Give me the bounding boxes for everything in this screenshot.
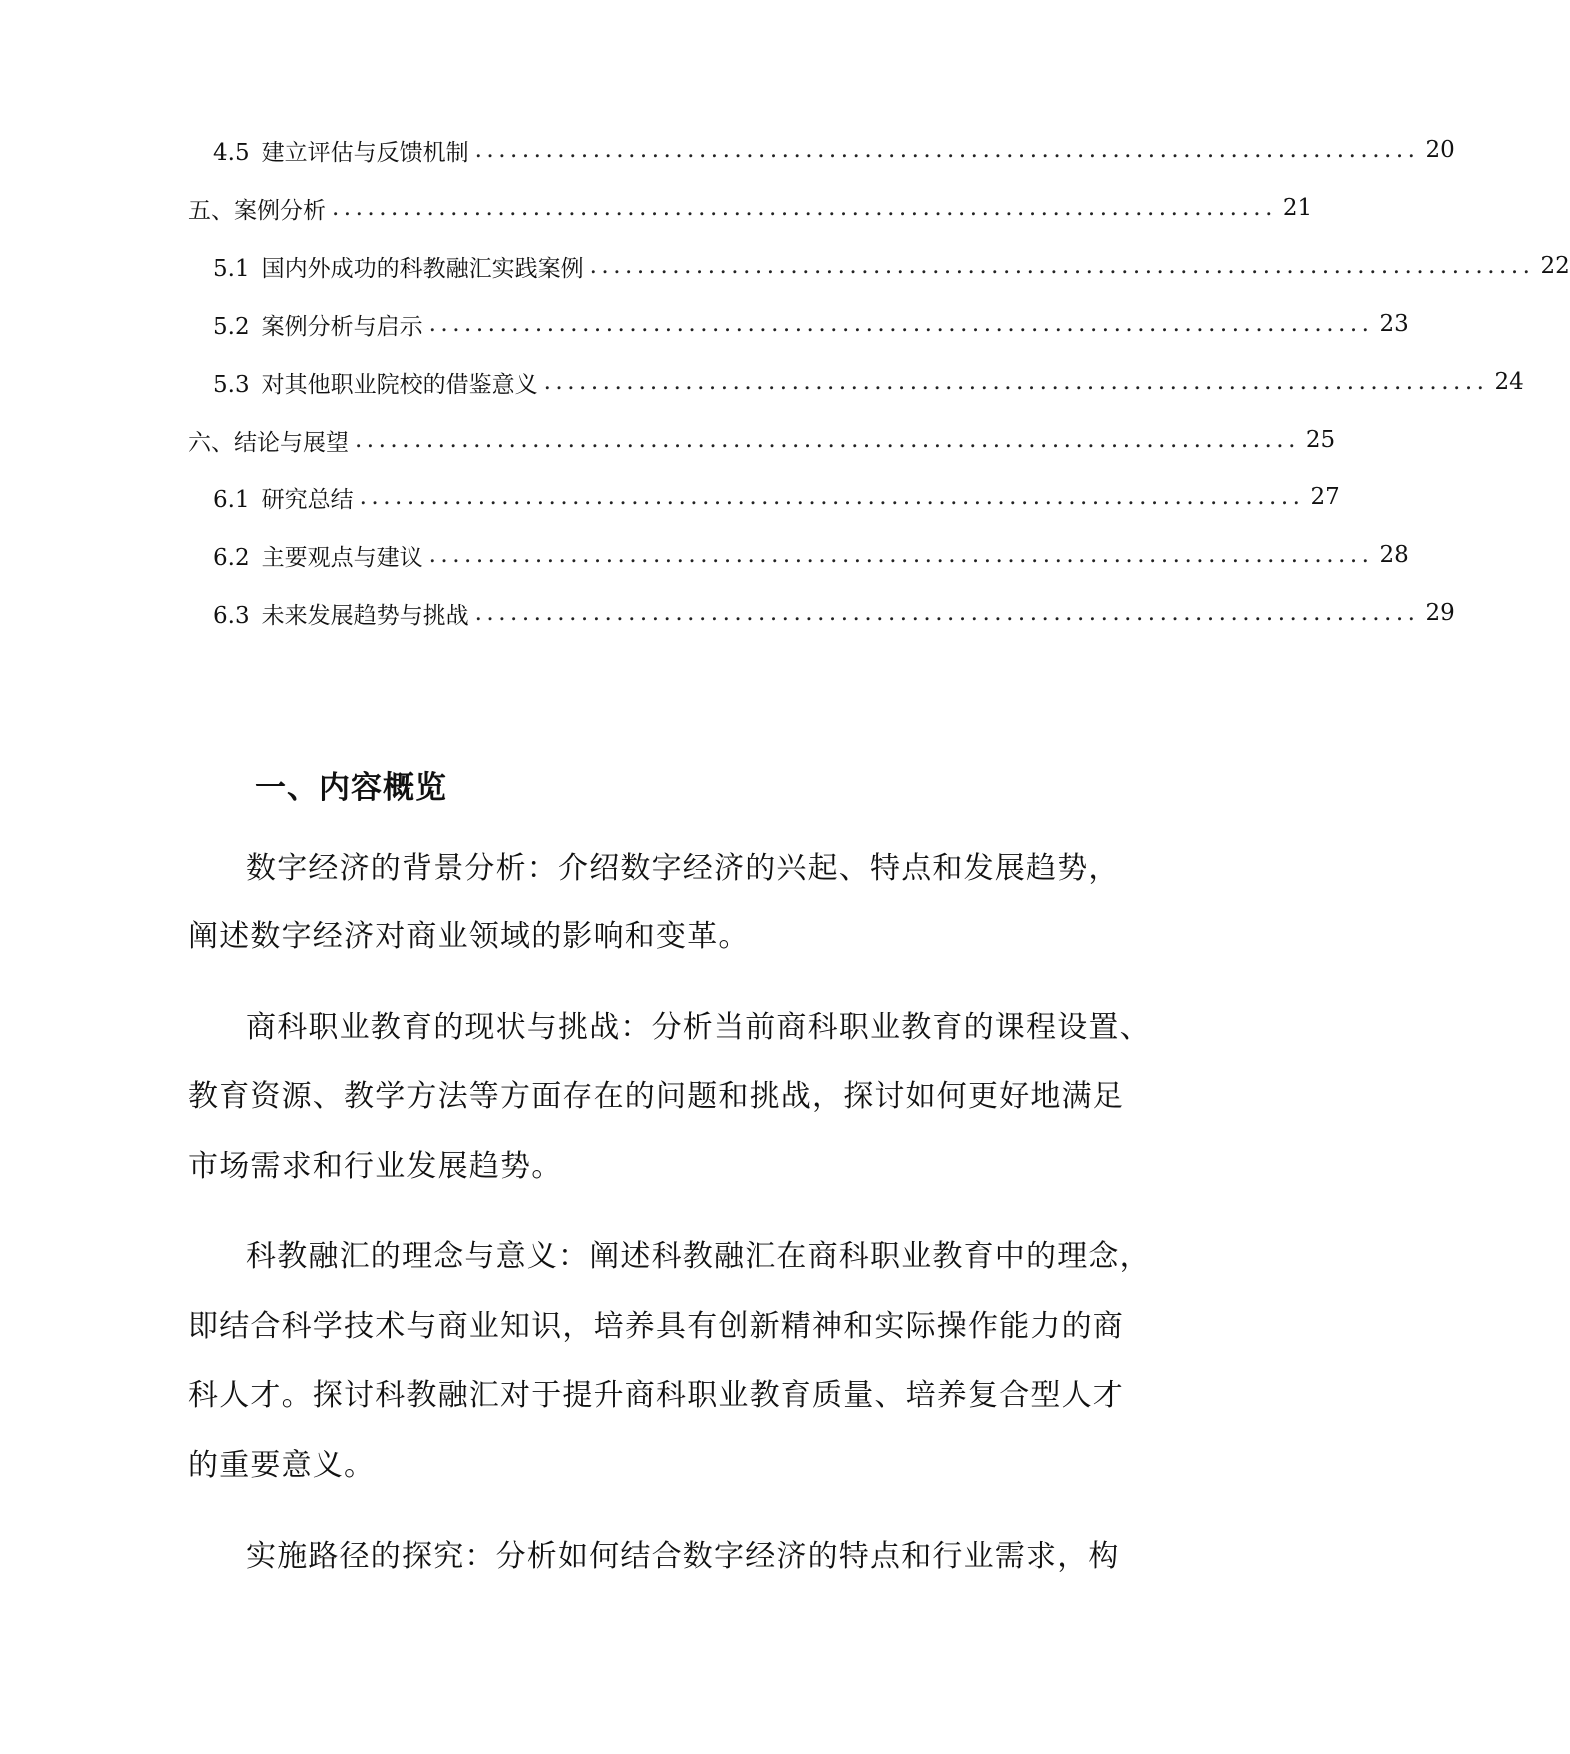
toc-page-number: 20	[1425, 137, 1455, 163]
dot-leader: ................................................................................	[359, 483, 1305, 510]
dot-leader: ................................................................................	[428, 541, 1374, 568]
toc-page-number: 24	[1494, 369, 1524, 395]
paragraph-line: 实施路径的探究：分析如何结合数字经济的特点和行业需求，构	[246, 1539, 1120, 1574]
paragraph-line: 商科职业教育的现状与挑战：分析当前商科职业教育的课程设置、	[246, 1010, 1151, 1045]
dot-leader: ................................................................................	[355, 426, 1300, 453]
toc-entry-label: 5.1 国内外成功的科教融汇实践案例	[213, 255, 584, 282]
toc-entry-chapter-5[interactable]	[188, 190, 1313, 226]
toc-page-number: 28	[1379, 542, 1409, 568]
toc-entry-label: 6.1 研究总结	[213, 486, 354, 513]
dot-leader: ................................................................................	[428, 310, 1374, 337]
paragraph-line: 科人才。探讨科教融汇对于提升商科职业教育质量、培养复合型人才	[188, 1378, 1124, 1413]
toc-page-number: 23	[1379, 311, 1409, 337]
section-heading: 一、内容概览	[255, 770, 447, 806]
dot-leader: ................................................................................	[543, 368, 1489, 395]
dot-leader: ................................................................................	[589, 252, 1535, 279]
dot-leader: ................................................................................	[474, 599, 1420, 626]
toc-page-number: 27	[1310, 484, 1340, 510]
paragraph-line: 市场需求和行业发展趋势。	[188, 1149, 563, 1184]
paragraph-line: 科教融汇的理念与意义：阐述科教融汇在商科职业教育中的理念，	[246, 1239, 1151, 1274]
toc-page-number: 29	[1425, 600, 1455, 626]
toc-page-number: 25	[1305, 427, 1336, 453]
toc-entry-6-3[interactable]	[213, 595, 1455, 631]
toc-entry-6-2[interactable]	[213, 537, 1409, 573]
paragraph-line: 阐述数字经济对商业领域的影响和变革。	[188, 919, 750, 954]
paragraph-line: 教育资源、教学方法等方面存在的问题和挑战，探讨如何更好地满足	[188, 1079, 1124, 1114]
toc-entry-label: 6.3 未来发展趋势与挑战	[213, 602, 469, 629]
paragraph-line: 即结合科学技术与商业知识，培养具有创新精神和实际操作能力的商	[188, 1309, 1124, 1344]
toc-entry-5-2[interactable]	[213, 306, 1409, 342]
toc-entry-label: 五、案例分析	[188, 197, 326, 224]
toc-entry-label: 5.2 案例分析与启示	[213, 313, 423, 340]
toc-entry-label: 六、结论与展望	[188, 429, 349, 456]
toc-entry-4-5[interactable]	[213, 132, 1455, 168]
paragraph-line: 的重要意义。	[188, 1448, 376, 1483]
toc-entry-6-1[interactable]	[213, 479, 1340, 515]
toc-entry-5-3[interactable]	[213, 364, 1524, 400]
dot-leader: ................................................................................	[332, 194, 1277, 221]
toc-entry-label: 5.3 对其他职业院校的借鉴意义	[213, 371, 538, 398]
toc-entry-chapter-6[interactable]	[188, 422, 1336, 458]
toc-entry-5-1[interactable]	[213, 248, 1570, 284]
toc-entry-label: 4.5 建立评估与反馈机制	[213, 139, 469, 166]
toc-page-number: 21	[1282, 195, 1313, 221]
paragraph-line: 数字经济的背景分析：介绍数字经济的兴起、特点和发展趋势，	[246, 851, 1120, 886]
dot-leader: ................................................................................	[474, 136, 1420, 163]
toc-entry-label: 6.2 主要观点与建议	[213, 544, 423, 571]
toc-page-number: 22	[1540, 253, 1570, 279]
